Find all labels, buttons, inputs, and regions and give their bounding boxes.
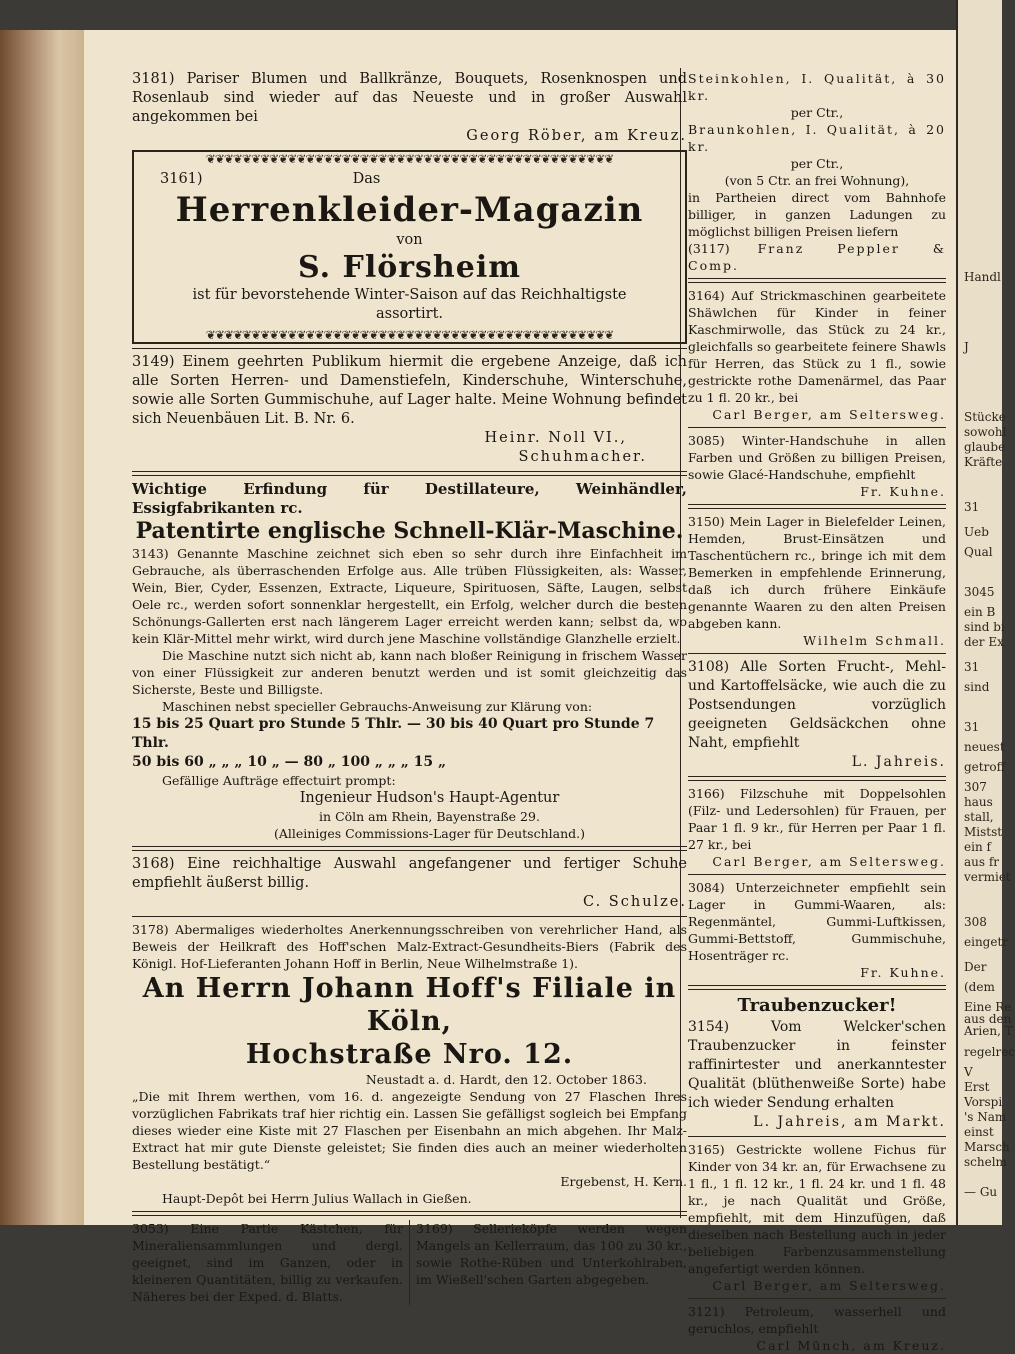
edge-text-fragment: schelm xyxy=(964,1155,1007,1169)
ad-3168-signature: C. Schulze. xyxy=(583,894,687,910)
ad-3161-number: 3161) Das xyxy=(160,171,381,187)
edge-text-fragment: 308 xyxy=(964,915,987,929)
ad-3166-text: 3166) Filzschuhe mit Doppelsohlen (Filz- und Ledersohlen) für Frauen, per Paar 1 fl. 9 kr., für Herren per Paar 1 fl. 27 kr., bei xyxy=(688,786,946,852)
ad-3178-title-1: An Herrn Johann Hoff's Filiale in Köln, xyxy=(142,973,677,1037)
ad-3149-text: 3149) Einem geehrten Publikum hiermit die ergebene Anzeige, daß ich alle Sorten Herren- und Damenstiefeln, Kinderschuhe, Winterschuhe, sowie alle Sorten Gummischuhe, auf Lager halte. Meine Wohnung befindet sich Neuenbäuen Lit. B. Nr. 6. xyxy=(132,354,687,427)
ad-3154 xyxy=(688,994,946,1132)
edge-text-fragment: Arien, T xyxy=(964,1024,1013,1038)
edge-text-fragment: 31 xyxy=(964,720,980,734)
ad-3149-signature-role: Schuhmacher. xyxy=(518,449,647,465)
right-column xyxy=(688,70,946,1354)
split-divider xyxy=(409,1220,410,1305)
edge-text-fragment: vermiet xyxy=(964,870,1011,884)
ad-3143-signature-2: in Cöln am Rhein, Bayenstraße 29. xyxy=(319,809,540,824)
ad-3181-text: 3181) Pariser Blumen und Ballkränze, Bouquets, Rosenknospen und Rosenlaub sind wieder auf das Neueste und in großer Auswahl angekommen bei xyxy=(132,71,687,125)
edge-text-fragment: der Ex xyxy=(964,635,1004,649)
ad-3143-price-row-1: 15 bis 25 Quart pro Stunde 5 Thlr. — 30 bis 40 Quart pro Stunde 7 Thlr. xyxy=(132,716,655,751)
edge-text-fragment: 31 xyxy=(964,500,980,514)
ad-3143-paragraph-4: Gefällige Aufträge effectuirt prompt: xyxy=(162,773,396,788)
background-top xyxy=(0,0,1000,30)
edge-text-fragment: Mistst xyxy=(964,825,1003,839)
divider xyxy=(688,1136,946,1137)
ad-3143-paragraph-3: Maschinen nebst specieller Gebrauchs-Anweisung zur Klärung von: xyxy=(162,699,593,714)
ad-3143-signature-3: (Alleiniges Commissions-Lager für Deutschland.) xyxy=(273,826,585,841)
edge-text-fragment: Der xyxy=(964,960,987,974)
ad-3117-line-1: Steinkohlen, I. Qualität, à 30 kr. xyxy=(688,71,946,103)
divider xyxy=(688,776,946,781)
edge-text-fragment: neuest xyxy=(964,740,1005,754)
ad-3117-line-2: per Ctr., xyxy=(790,105,844,120)
ad-3117-text: in Partheien direct vom Bahnhofe billiger, in ganzen Ladungen zu möglichst billigen Preisen liefern xyxy=(688,190,946,239)
ad-3161-von: von xyxy=(396,232,423,248)
ad-3085-text: 3085) Winter-Handschuhe in allen Farben und Größen zu billigen Preisen, sowie Glacé-Handschuhe, empfiehlt xyxy=(688,433,946,482)
divider xyxy=(688,653,946,654)
ad-3143-title: Patentirte englische Schnell-Klär-Maschine. xyxy=(135,518,684,544)
edge-text-fragment: 3045 xyxy=(964,585,995,599)
ad-3161-text: ist für bevorstehende Winter-Saison auf das Reichhaltigste assortirt. xyxy=(192,287,627,322)
ad-3143 xyxy=(132,480,687,842)
ornament-border-top: ❦❦❦❦❦❦❦❦❦❦❦❦❦❦❦❦❦❦❦❦❦❦❦❦❦❦❦❦❦❦❦❦❦❦❦❦❦❦❦❦❦❦❦❦❦ xyxy=(205,152,614,166)
ad-3117-line-5: (von 5 Ctr. an frei Wohnung), xyxy=(724,173,910,188)
ad-3164 xyxy=(688,287,946,423)
newspaper-page xyxy=(84,30,956,1353)
edge-text-fragment: Ueb xyxy=(964,525,989,539)
ad-3161-title: Herrenkleider-Magazin xyxy=(175,190,644,230)
divider xyxy=(688,985,946,990)
ad-3154-text: 3154) Vom Welcker'schen Traubenzucker in feinster raffinirtester und anerkanntester Qualität (blüthenweiße Sorte) habe ich wieder Sendung erhalten xyxy=(688,1019,946,1111)
ad-3169-text: 3169) Sellerieköpfe werden wegen Mangels an Kellerraum, das 100 zu 30 kr., sowie Rothe-Rüben und Unterkohlraben, im Wießell'schen Garten abgegeben. xyxy=(416,1221,687,1287)
edge-text-fragment: eingetr xyxy=(964,935,1009,949)
ad-3178-depot: Haupt-Depôt bei Herrn Julius Wallach in Gießen. xyxy=(162,1191,472,1206)
ad-3169 xyxy=(416,1220,687,1305)
book-spine xyxy=(0,30,84,1225)
ornament-border-bottom: ❦❦❦❦❦❦❦❦❦❦❦❦❦❦❦❦❦❦❦❦❦❦❦❦❦❦❦❦❦❦❦❦❦❦❦❦❦❦❦❦❦❦❦❦❦ xyxy=(205,328,614,342)
edge-text-fragment: Stücke xyxy=(964,410,1006,424)
divider xyxy=(132,471,687,476)
edge-text-fragment: V xyxy=(964,1065,973,1079)
ad-3178-intro: 3178) Abermaliges wiederholtes Anerkennungsschreiben von verehrlicher Hand, als Beweis der Heilkraft des Hoff'schen Malz-Extract-Gesundheits-Biers (Fabrik des Königl. Hof-Lieferanten Johann Hoff in Berlin, Neue Wilhelmstraße 1). xyxy=(132,922,687,971)
ad-3053 xyxy=(132,1220,403,1305)
edge-text-fragment: getroff xyxy=(964,760,1006,774)
edge-text-fragment: sind xyxy=(964,680,990,694)
ad-3154-signature: L. Jahreis, am Markt. xyxy=(753,1114,946,1130)
ad-3178 xyxy=(132,921,687,1207)
ad-3178-letter: „Die mit Ihrem werthen, vom 16. d. angezeigte Sendung von 27 Flaschen Ihres vorzüglichen Fabrikats traf hier richtig ein. Lassen Sie gefälligst sogleich bei Empfang dieses wieder eine Kiste mit 27 Flaschen per Eisenbahn an mich abgehen. Ihr Malz-Extract hat mir gute Dienste geleistet; Sie finden dies auch an meiner wiederholten Bestellung bestätigt.“ xyxy=(132,1089,687,1172)
edge-text-fragment: sowohl xyxy=(964,425,1007,439)
ad-3168-text: 3168) Eine reichhaltige Auswahl angefangener und fertiger Schuhe empfiehlt äußerst billig. xyxy=(132,856,687,891)
edge-text-fragment: sind bi xyxy=(964,620,1005,634)
edge-text-fragment: haus xyxy=(964,795,993,809)
edge-text-fragment: ein B xyxy=(964,605,996,619)
ad-3143-signature-1: Ingenieur Hudson's Haupt-Agentur xyxy=(299,790,560,806)
ad-3117-line-4: per Ctr., xyxy=(790,156,844,171)
edge-text-fragment: 's Nam xyxy=(964,1110,1007,1124)
edge-text-fragment: Marsch xyxy=(964,1140,1010,1154)
divider xyxy=(688,278,946,283)
divider xyxy=(132,916,687,917)
ad-3178-signature: Ergebenst, H. Kern. xyxy=(560,1174,687,1189)
ad-3161-name: S. Flörsheim xyxy=(298,250,521,285)
ad-3085-signature: Fr. Kuhne. xyxy=(860,484,946,499)
divider xyxy=(132,1211,687,1216)
edge-text-fragment: Qual xyxy=(964,545,993,559)
ad-3121-signature: Carl Münch, am Kreuz. xyxy=(756,1338,946,1353)
ad-3108 xyxy=(688,658,946,772)
edge-text-fragment: einst xyxy=(964,1125,994,1139)
divider xyxy=(132,846,687,851)
ad-3181-signature: Georg Röber, am Kreuz. xyxy=(466,128,687,144)
ad-3181 xyxy=(132,70,687,146)
ad-3165-text: 3165) Gestrickte wollene Fichus für Kinder von 34 kr. an, für Erwachsene zu 1 fl., 1 fl. 12 kr., 1 fl. 24 kr. und 1 fl. 48 kr., je nach Qualität und Größe, empfiehlt, mit dem Hinzufügen, daß dieselben nach Bestellung auch in jeder beliebigen Farbenzusammenstellung angefertigt werden können. xyxy=(688,1142,946,1276)
ad-3117-signature: (3117) Franz Peppler & Comp. xyxy=(688,241,946,273)
edge-text-fragment: glaube xyxy=(964,440,1006,454)
ad-3108-signature: L. Jahreis. xyxy=(851,754,946,770)
ad-3053-text: 3053) Eine Partie Kästchen, für Mineraliensammlungen und dergl. geeignet, sind im Ganzen, oder in kleineren Quantitäten, billig zu verkaufen. Näheres bei der Exped. d. Blatts. xyxy=(132,1221,403,1304)
left-column xyxy=(132,70,687,1305)
edge-text-fragment: aus den xyxy=(964,1012,1012,1026)
ad-3117-line-3: Braunkohlen, I. Qualität, à 20 kr. xyxy=(688,122,946,154)
edge-text-fragment: ein f xyxy=(964,840,991,854)
ad-3165-signature: Carl Berger, am Seltersweg. xyxy=(712,1278,946,1293)
ad-3166-signature: Carl Berger, am Seltersweg. xyxy=(712,854,946,869)
ad-3117 xyxy=(688,70,946,274)
ad-3121 xyxy=(688,1303,946,1354)
ad-3164-signature: Carl Berger, am Seltersweg. xyxy=(712,407,946,422)
ad-3149 xyxy=(132,353,687,467)
ad-3150 xyxy=(688,513,946,649)
ad-split-row xyxy=(132,1220,687,1305)
divider xyxy=(688,427,946,428)
edge-text-fragment: (dem xyxy=(964,980,995,994)
divider xyxy=(688,874,946,875)
ad-3143-headline: Wichtige Erfindung für Destillateure, Weinhändler, Essigfabrikanten rc. xyxy=(132,480,687,517)
ad-3166 xyxy=(688,785,946,870)
edge-text-fragment: — Gu xyxy=(964,1185,998,1199)
edge-text-fragment: aus fr xyxy=(964,855,1000,869)
edge-text-fragment: Eine Re xyxy=(964,1000,1012,1014)
ad-3143-price-row-2: 50 bis 60 „ „ „ 10 „ — 80 „ 100 „ „ „ 15 „ xyxy=(132,754,447,770)
edge-text-fragment: stall, xyxy=(964,810,994,824)
edge-text-fragment: 307 xyxy=(964,780,987,794)
edge-text-fragment: 31 xyxy=(964,660,980,674)
ad-3085 xyxy=(688,432,946,500)
ad-3084-text: 3084) Unterzeichneter empfiehlt sein Lager in Gummi-Waaren, als: Regenmäntel, Gummi-Luftkissen, Gummi-Bettstoff, Gummischuhe, Hosenträger rc. xyxy=(688,880,946,963)
ad-3165 xyxy=(688,1141,946,1294)
ad-3108-text: 3108) Alle Sorten Frucht-, Mehl- und Kartoffelsäcke, wie auch die zu Postsendungen vorzüglich geeigneten Geldsäckchen ohne Naht, empfiehlt xyxy=(688,659,946,751)
edge-text-fragment: Vorspi xyxy=(964,1095,1003,1109)
edge-text-fragment: Kräfte xyxy=(964,455,1003,469)
edge-text-fragment: regelrec xyxy=(964,1045,1015,1059)
ad-3178-date: Neustadt a. d. Hardt, den 12. October 1863. xyxy=(365,1072,647,1087)
ad-3164-text: 3164) Auf Strickmaschinen gearbeitete Shäwlchen für Kinder in feiner Kaschmirwolle, das Stück zu 24 kr., gleichfalls so gearbeitete feinere Shawls für Herren, das Stück zu 1 fl., sowie gestrickte rothe Damenärmel, das Paar zu 1 fl. 20 kr., bei xyxy=(688,288,946,405)
ad-3178-title-2: Hochstraße Nro. 12. xyxy=(245,1039,574,1070)
ad-3084 xyxy=(688,879,946,981)
ad-3084-signature: Fr. Kuhne. xyxy=(860,965,946,980)
divider xyxy=(688,504,946,509)
ad-3154-title: Traubenzucker! xyxy=(737,995,897,1016)
ad-3143-paragraph-2: Die Maschine nutzt sich nicht ab, kann nach bloßer Reinigung in frischem Wasser von einer Flüssigkeit zur anderen benutzt werden und ist somit gleichzeitig das Sicherste, Beste und Billigste. xyxy=(132,648,687,697)
divider xyxy=(132,348,687,349)
ad-3168 xyxy=(132,855,687,912)
ad-3150-text: 3150) Mein Lager in Bielefelder Leinen, Hemden, Brust-Einsätzen und Taschentüchern rc., bringe ich mit dem Bemerken in empfehlende Erinnerung, daß ich durch frühere Einkäufe genannte Waaren zu den alten Preisen abgeben kann. xyxy=(688,514,946,631)
next-page-edge xyxy=(956,0,1015,1225)
divider xyxy=(688,1298,946,1299)
ad-3143-paragraph-1: 3143) Genannte Maschine zeichnet sich eben so sehr durch ihre Einfachheit im Gebrauche, als überraschenden Erfolge aus. Alle trüben Flüssigkeiten, als: Wasser, Wein, Bier, Cyder, Essenzen, Extracte, Liqueure, Spirituosen, Säfte, Laugen, selbst Oele rc., werden sofort sonnenklar hergestellt, ein Erfolg, welcher durch die besten Schönungs-Gallerten erst nach längerem Lager erreicht werden kann; selbst da, wo kein Klär-Mittel mehr wirkt, wird durch jene Maschine vollständige Glanzhelle erzielt. xyxy=(132,546,687,646)
edge-text-fragment: Handl xyxy=(964,270,1001,284)
ad-3149-signature: Heinr. Noll VI., xyxy=(484,430,627,446)
ad-3121-text: 3121) Petroleum, wasserhell und geruchlos, empfiehlt xyxy=(688,1304,946,1336)
edge-text-fragment: J xyxy=(964,340,969,354)
ad-3161-frame xyxy=(132,150,687,344)
ad-3150-signature: Wilhelm Schmall. xyxy=(803,633,946,648)
edge-text-fragment: Erst xyxy=(964,1080,990,1094)
